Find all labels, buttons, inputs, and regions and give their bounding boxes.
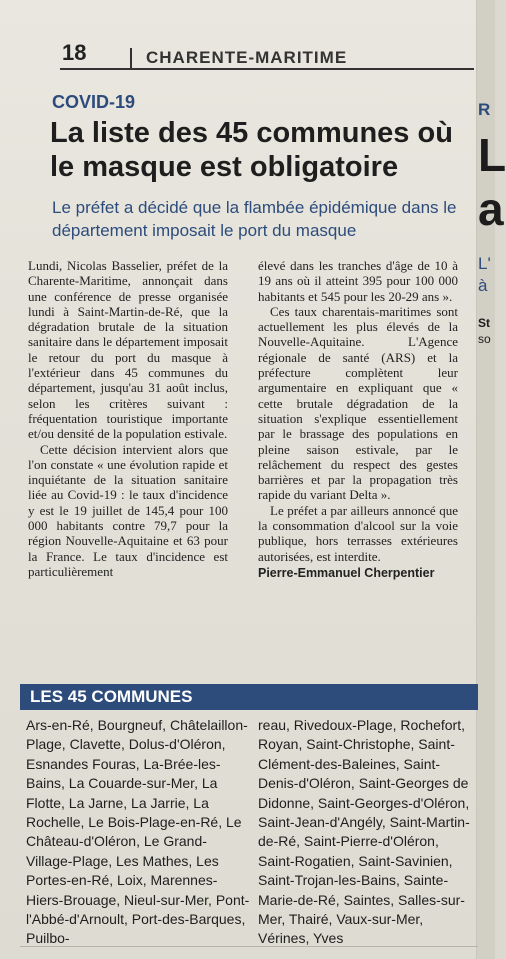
paragraph: Le préfet a par ailleurs annoncé que la consommation d'alcool sur la voie publique, hors terrasses extérieures autorisées, est interdite. — [258, 502, 458, 564]
page-number: 18 — [62, 40, 87, 65]
paragraph: Ces taux charentais-maritimes sont actuellement les plus élevés de la Nouvelle-Aquitaine. L'Agence régionale de santé (ARS) et la préfecture complètent leur argumentaire en expliquant que « cette brutale dégradation de la situation s'explique essentiellement par le brassage des populations en pleine saison estivale, par le relâchement du respect des gestes barrières et par la propagation très rapide du variant Delta ». — [258, 303, 458, 503]
article-headline: La liste des 45 communes où le masque est obligatoire — [50, 117, 453, 183]
communes-list-column-1: Ars-en-Ré, Bourgneuf, Châtelaillon-Plage, Clavette, Dolus-d'Oléron, Esnandes Fouras, La-Brée-les-Bains, La Couarde-sur-Mer, La Flotte, La Jarne, La Jarrie, La Rochelle, Le Bois-Plage-en-Ré, Le Château-d'Oléron, Le Grand-Village-Plage, Les Mathes, Les Portes-en-Ré, Loix, Marennes-Hiers-Brouage, Nieul-sur-Mer, Pont-l'Abbé-d'Arnoult, Port-des-Barques, Puilbo- — [26, 717, 250, 947]
paragraph: élevé dans les tranches d'âge de 10 à 19 ans où il atteint 395 pour 100 000 habitants et 545 pour les 20-29 ans ». — [258, 258, 458, 304]
article-deck: Le préfet a décidé que la flambée épidémique dans le département imposait le port du masque — [52, 198, 457, 240]
section-title: CHARENTE-MARITIME — [130, 48, 446, 68]
adjacent-fragment: so — [478, 332, 491, 346]
header-rule — [60, 68, 474, 70]
paragraph: Cette décision intervient alors que l'on constate « une évolution rapide et inquiétante de la situation sanitaire liée au Covid-19 : le taux d'incidence y est le 19 juillet de 145,4 pour 100 000 habitants contre 79,7 pour la région Nouvelle-Aquitaine et 63 pour la France. Le taux d'incidence est particulièrement — [28, 441, 228, 579]
adjacent-fragment: a — [478, 183, 504, 235]
paragraph: Lundi, Nicolas Basselier, préfet de la Charente-Maritime, annonçait dans une conférence de presse organisée lundi à Saint-Martin-de-Ré, que la dégradation brutale de la situation sanitaire dans le département imposait le retour du port du masque à l'extérieur dans 45 communes du département, jusqu'au 31 août inclus, selon les critères suivant : fréquentation touristique importante et/ou densité de la population estivale. — [28, 258, 228, 442]
communes-list-column-2: reau, Rivedoux-Plage, Rochefort, Royan, Saint-Christophe, Saint-Clément-des-Baleines, Saint-Denis-d'Oléron, Saint-Georges de Didonne, Saint-Georges-d'Oléron, Saint-Jean-d'Angély, Saint-Martin-de-Ré, Saint-Pierre-d'Oléron, Saint-Rogatien, Saint-Savinien, Saint-Trojan-les-Bains, Sainte-Marie-de-Ré, Saintes, Salles-sur-Mer, Thairé, Vaux-sur-Mer, Vérines, Yves — [258, 717, 470, 947]
adjacent-fragment: St — [478, 316, 490, 330]
adjacent-fragment: L' — [478, 254, 491, 273]
communes-box-title: LES 45 COMMUNES — [30, 687, 193, 706]
article-column-2 — [258, 258, 458, 581]
adjacent-fragment: L — [478, 129, 506, 181]
adjacent-fragment: à — [478, 276, 488, 295]
byline: Pierre-Emmanuel Cherpentier — [258, 565, 435, 580]
article-kicker: COVID-19 — [52, 92, 136, 112]
adjacent-fragment: R — [478, 100, 491, 119]
article-column-1 — [28, 258, 228, 579]
bottom-rule — [20, 946, 478, 947]
